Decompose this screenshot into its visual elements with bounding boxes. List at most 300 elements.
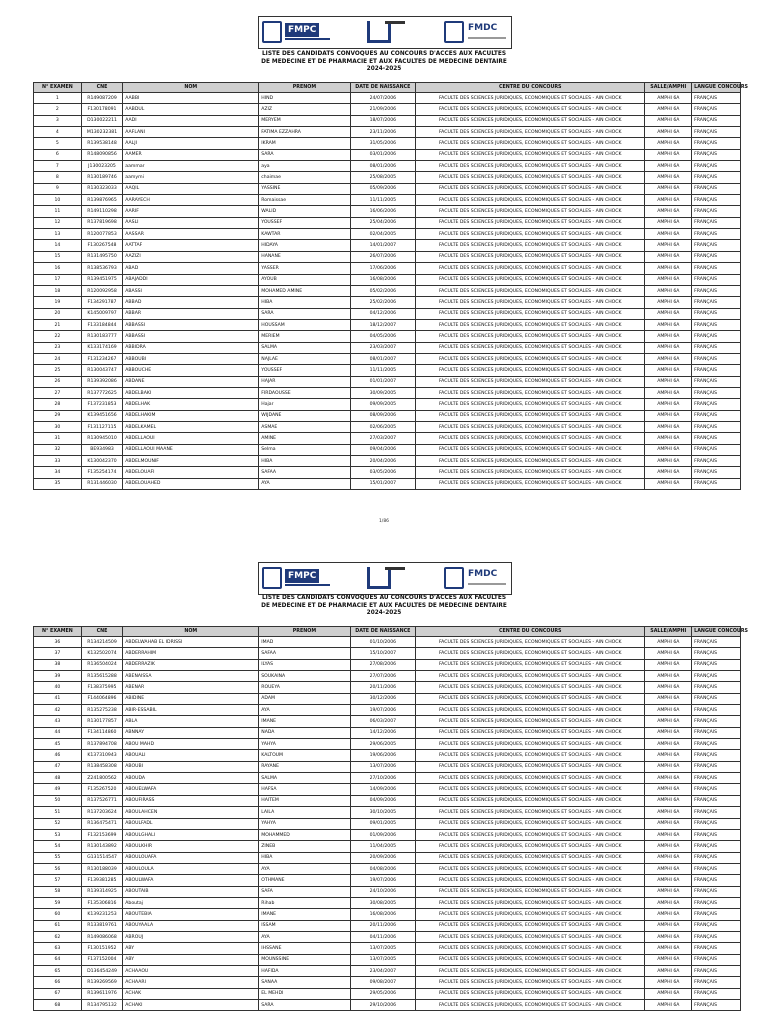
table-cell: 49: [34, 784, 82, 795]
table-cell: ABIR-ESSABIL: [123, 705, 259, 716]
table-cell: AMPHI 6A: [645, 886, 692, 897]
table-cell: aammar: [123, 161, 259, 172]
table-cell: FACULTE DES SCIENCES JURIDIQUES, ECONOMIQUES ET SOCIALES - AIN CHOCK: [416, 353, 645, 364]
table-cell: AMPHI 6A: [645, 727, 692, 738]
table-cell: FACULTE DES SCIENCES JURIDIQUES, ECONOMIQUES ET SOCIALES - AIN CHOCK: [416, 274, 645, 285]
table-cell: AMPHI 6A: [645, 784, 692, 795]
candidates-table: [33, 82, 748, 490]
table-cell: R139451975: [81, 274, 123, 285]
table-row: [34, 739, 741, 750]
table-cell: ABOULGHALI: [123, 829, 259, 840]
table-row: [34, 705, 741, 716]
table-row: [34, 421, 741, 432]
table-cell: HAITEM: [259, 795, 350, 806]
table-cell: 11: [34, 206, 82, 217]
table-cell: AAZIZI: [123, 251, 259, 262]
table-cell: FRANÇAIS: [692, 988, 741, 999]
table-cell: WIJDANE: [259, 410, 350, 421]
table-cell: AMPHI 6A: [645, 716, 692, 727]
table-cell: 23/03/2007: [350, 342, 415, 353]
table-cell: F135267520: [81, 784, 123, 795]
table-cell: 02/06/2005: [350, 421, 415, 432]
table-cell: 59: [34, 897, 82, 908]
table-cell: YASSINE: [259, 183, 350, 194]
table-cell: 30/12/2006: [350, 693, 415, 704]
table-cell: MERIEM: [259, 331, 350, 342]
table-cell: Z241800562: [81, 773, 123, 784]
column-header: DATE DE NAISSANCE: [350, 627, 415, 637]
table-cell: FRANÇAIS: [692, 897, 741, 908]
table-cell: FRANÇAIS: [692, 467, 741, 478]
table-cell: aamymi: [123, 172, 259, 183]
table-cell: AMPHI 6A: [645, 127, 692, 138]
table-row: [34, 161, 741, 172]
table-cell: R130189746: [81, 172, 123, 183]
table-cell: FACULTE DES SCIENCES JURIDIQUES, ECONOMIQUES ET SOCIALES - AIN CHOCK: [416, 671, 645, 682]
table-cell: 10: [34, 195, 82, 206]
table-cell: SARA: [259, 149, 350, 160]
table-cell: ABDELOUAFI: [123, 467, 259, 478]
table-row: [34, 761, 741, 772]
table-cell: AYOUB: [259, 274, 350, 285]
table-cell: FRANÇAIS: [692, 410, 741, 421]
table-cell: 28: [34, 399, 82, 410]
table-cell: ABDELHAK: [123, 399, 259, 410]
table-cell: HIBA: [259, 852, 350, 863]
table-cell: 42: [34, 705, 82, 716]
table-cell: FACULTE DES SCIENCES JURIDIQUES, ECONOMIQUES ET SOCIALES - AIN CHOCK: [416, 977, 645, 988]
table-cell: FACULTE DES SCIENCES JURIDIQUES, ECONOMIQUES ET SOCIALES - AIN CHOCK: [416, 251, 645, 262]
table-cell: MOHAMED AMINE: [259, 285, 350, 296]
table-cell: FACULTE DES SCIENCES JURIDIQUES, ECONOMIQUES ET SOCIALES - AIN CHOCK: [416, 761, 645, 772]
table-cell: FRANÇAIS: [692, 875, 741, 886]
table-cell: FACULTE DES SCIENCES JURIDIQUES, ECONOMIQUES ET SOCIALES - AIN CHOCK: [416, 172, 645, 183]
table-cell: 16: [34, 263, 82, 274]
table-cell: SAFAA: [259, 467, 350, 478]
table-cell: AMPHI 6A: [645, 410, 692, 421]
table-cell: 60: [34, 909, 82, 920]
table-cell: 33: [34, 456, 82, 467]
table-row: [34, 716, 741, 727]
table-cell: FRANÇAIS: [692, 727, 741, 738]
table-cell: FACULTE DES SCIENCES JURIDIQUES, ECONOMIQUES ET SOCIALES - AIN CHOCK: [416, 195, 645, 206]
table-cell: 61: [34, 920, 82, 931]
table-cell: FACULTE DES SCIENCES JURIDIQUES, ECONOMIQUES ET SOCIALES - AIN CHOCK: [416, 342, 645, 353]
table-cell: AMPHI 6A: [645, 863, 692, 874]
table-cell: FACULTE DES SCIENCES JURIDIQUES, ECONOMIQUES ET SOCIALES - AIN CHOCK: [416, 376, 645, 387]
table-cell: FACULTE DES SCIENCES JURIDIQUES, ECONOMIQUES ET SOCIALES - AIN CHOCK: [416, 456, 645, 467]
table-cell: R135615288: [81, 671, 123, 682]
table-cell: AATTAF: [123, 240, 259, 251]
table-cell: FACULTE DES SCIENCES JURIDIQUES, ECONOMIQUES ET SOCIALES - AIN CHOCK: [416, 319, 645, 330]
table-cell: ZINEB: [259, 841, 350, 852]
table-cell: ABOUELWAFA: [123, 784, 259, 795]
table-cell: IMAD: [259, 637, 350, 648]
table-cell: RAYANE: [259, 761, 350, 772]
table-cell: AZIZ: [259, 104, 350, 115]
table-cell: 38: [34, 659, 82, 670]
table-cell: AASLI: [123, 217, 259, 228]
table-cell: FRANÇAIS: [692, 387, 741, 398]
table-cell: 05/09/2006: [350, 183, 415, 194]
table-cell: 13: [34, 229, 82, 240]
table-cell: 19/07/2006: [350, 875, 415, 886]
table-cell: IMANE: [259, 716, 350, 727]
table-cell: FACULTE DES SCIENCES JURIDIQUES, ECONOMIQUES ET SOCIALES - AIN CHOCK: [416, 410, 645, 421]
table-cell: R130177857: [81, 716, 123, 727]
table-cell: FATIMA EZZAHRA: [259, 127, 350, 138]
table-cell: FACULTE DES SCIENCES JURIDIQUES, ECONOMIQUES ET SOCIALES - AIN CHOCK: [416, 104, 645, 115]
table-cell: AMPHI 6A: [645, 478, 692, 489]
table-cell: 30/08/2005: [350, 897, 415, 908]
table-cell: FRANÇAIS: [692, 331, 741, 342]
table-cell: 27/07/2006: [350, 671, 415, 682]
table-cell: 30/09/2005: [350, 387, 415, 398]
table-cell: F144064896: [81, 693, 123, 704]
table-row: [34, 693, 741, 704]
table-cell: ABASSI: [123, 285, 259, 296]
table-row: [34, 943, 741, 954]
table-cell: R131495750: [81, 251, 123, 262]
table-cell: FRANÇAIS: [692, 93, 741, 104]
table-row: [34, 659, 741, 670]
table-cell: F137152004: [81, 954, 123, 965]
table-cell: YOUSSEF: [259, 365, 350, 376]
table-cell: 27: [34, 387, 82, 398]
table-cell: FACULTE DES SCIENCES JURIDIQUES, ECONOMIQUES ET SOCIALES - AIN CHOCK: [416, 965, 645, 976]
table-cell: K137310943: [81, 750, 123, 761]
table-cell: FRANÇAIS: [692, 319, 741, 330]
table-cell: FRANÇAIS: [692, 829, 741, 840]
table-row: [34, 410, 741, 421]
table-cell: AMPHI 6A: [645, 988, 692, 999]
table-row: [34, 285, 741, 296]
table-cell: 18/07/2006: [350, 115, 415, 126]
table-cell: 25/08/2005: [350, 172, 415, 183]
table-cell: 63: [34, 943, 82, 954]
table-row: [34, 897, 741, 908]
document-title: LISTE DES CANDIDATS CONVOQUES AU CONCOURS D'ACCES AUX FACULTES DE MEDECINE ET DE PHARMACIE ET AUX FACULTES DE MEDECINE DENTAIRE 2024-2025: [261, 595, 507, 616]
table-cell: ABLA: [123, 716, 259, 727]
table-cell: KAWTAR: [259, 229, 350, 240]
table-cell: AMPHI 6A: [645, 977, 692, 988]
table-cell: AMPHI 6A: [645, 251, 692, 262]
table-cell: FACULTE DES SCIENCES JURIDIQUES, ECONOMIQUES ET SOCIALES - AIN CHOCK: [416, 399, 645, 410]
table-cell: aya: [259, 161, 350, 172]
column-header: SALLE/AMPHI: [645, 83, 692, 93]
table-cell: AMPHI 6A: [645, 671, 692, 682]
table-cell: FACULTE DES SCIENCES JURIDIQUES, ECONOMIQUES ET SOCIALES - AIN CHOCK: [416, 467, 645, 478]
table-cell: 20: [34, 308, 82, 319]
table-cell: 15/01/2007: [350, 478, 415, 489]
table-cell: SAFA: [259, 886, 350, 897]
table-cell: 11/04/2005: [350, 841, 415, 852]
table-cell: Selma: [259, 444, 350, 455]
table-row: [34, 251, 741, 262]
table-cell: 21: [34, 319, 82, 330]
table-cell: R120092958: [81, 285, 123, 296]
table-cell: FRANÇAIS: [692, 195, 741, 206]
table-cell: AASSAR: [123, 229, 259, 240]
table-row: [34, 297, 741, 308]
table-cell: 01/01/2007: [350, 376, 415, 387]
table-cell: FRANÇAIS: [692, 784, 741, 795]
table-cell: FRANÇAIS: [692, 456, 741, 467]
table-cell: FRANÇAIS: [692, 353, 741, 364]
table-cell: 34: [34, 467, 82, 478]
table-cell: FACULTE DES SCIENCES JURIDIQUES, ECONOMIQUES ET SOCIALES - AIN CHOCK: [416, 138, 645, 149]
table-cell: FRANÇAIS: [692, 1000, 741, 1011]
table-cell: AMPHI 6A: [645, 818, 692, 829]
table-cell: AMPHI 6A: [645, 920, 692, 931]
table-cell: FACULTE DES SCIENCES JURIDIQUES, ECONOMIQUES ET SOCIALES - AIN CHOCK: [416, 206, 645, 217]
table-cell: FACULTE DES SCIENCES JURIDIQUES, ECONOMIQUES ET SOCIALES - AIN CHOCK: [416, 433, 645, 444]
table-cell: F137231853: [81, 399, 123, 410]
table-cell: ACHAK: [123, 988, 259, 999]
table-row: [34, 773, 741, 784]
table-cell: 12: [34, 217, 82, 228]
table-row: [34, 682, 741, 693]
table-cell: AMPHI 6A: [645, 909, 692, 920]
table-cell: FACULTE DES SCIENCES JURIDIQUES, ECONOMIQUES ET SOCIALES - AIN CHOCK: [416, 682, 645, 693]
table-row: [34, 308, 741, 319]
table-cell: F130267548: [81, 240, 123, 251]
table-cell: ABOUYAALA: [123, 920, 259, 931]
table-cell: FRANÇAIS: [692, 115, 741, 126]
table-cell: 30: [34, 421, 82, 432]
table-cell: FACULTE DES SCIENCES JURIDIQUES, ECONOMIQUES ET SOCIALES - AIN CHOCK: [416, 297, 645, 308]
table-cell: 44: [34, 727, 82, 738]
table-cell: AYA: [259, 705, 350, 716]
table-cell: SARA: [259, 308, 350, 319]
column-header: N° EXAMEN: [34, 627, 82, 637]
table-cell: AMPHI 6A: [645, 750, 692, 761]
table-cell: FRANÇAIS: [692, 795, 741, 806]
table-cell: AMPHI 6A: [645, 841, 692, 852]
table-cell: OTHMANE: [259, 875, 350, 886]
table-cell: FACULTE DES SCIENCES JURIDIQUES, ECONOMIQUES ET SOCIALES - AIN CHOCK: [416, 217, 645, 228]
table-cell: 9: [34, 183, 82, 194]
table-cell: FACULTE DES SCIENCES JURIDIQUES, ECONOMIQUES ET SOCIALES - AIN CHOCK: [416, 149, 645, 160]
table-cell: FRANÇAIS: [692, 297, 741, 308]
table-cell: 01/09/2006: [350, 829, 415, 840]
table-cell: 37: [34, 648, 82, 659]
table-cell: FACULTE DES SCIENCES JURIDIQUES, ECONOMIQUES ET SOCIALES - AIN CHOCK: [416, 829, 645, 840]
table-cell: D130022211: [81, 115, 123, 126]
table-row: [34, 127, 741, 138]
table-row: [34, 331, 741, 342]
table-row: [34, 149, 741, 160]
table-cell: YAHYA: [259, 818, 350, 829]
table-row: [34, 829, 741, 840]
table-cell: FRANÇAIS: [692, 693, 741, 704]
table-cell: MERYEM: [259, 115, 350, 126]
table-cell: AMPHI 6A: [645, 852, 692, 863]
table-cell: AMPHI 6A: [645, 217, 692, 228]
table-cell: 08/01/2006: [350, 161, 415, 172]
table-row: [34, 988, 741, 999]
table-cell: R130945010: [81, 433, 123, 444]
table-cell: F130151952: [81, 943, 123, 954]
table-cell: 25/02/2006: [350, 297, 415, 308]
table-cell: AMPHI 6A: [645, 172, 692, 183]
table-cell: FRANÇAIS: [692, 217, 741, 228]
column-header: CNE: [81, 83, 123, 93]
table-cell: AMPHI 6A: [645, 115, 692, 126]
table-cell: 15: [34, 251, 82, 262]
table-cell: AMPHI 6A: [645, 342, 692, 353]
table-cell: AMPHI 6A: [645, 795, 692, 806]
table-cell: FRANÇAIS: [692, 659, 741, 670]
table-cell: 1: [34, 93, 82, 104]
table-cell: FRANÇAIS: [692, 444, 741, 455]
table-row: [34, 875, 741, 886]
table-cell: HIBA: [259, 456, 350, 467]
table-row: [34, 931, 741, 942]
table-cell: ABOU MAHD: [123, 739, 259, 750]
table-cell: YAHYA: [259, 739, 350, 750]
table-cell: R149110298: [81, 206, 123, 217]
table-cell: R130043747: [81, 365, 123, 376]
table-cell: FRANÇAIS: [692, 478, 741, 489]
table-cell: FACULTE DES SCIENCES JURIDIQUES, ECONOMIQUES ET SOCIALES - AIN CHOCK: [416, 240, 645, 251]
column-header: LANGUE CONCOURS: [692, 83, 741, 93]
table-cell: Rihab: [259, 897, 350, 908]
table-cell: FRANÇAIS: [692, 365, 741, 376]
table-cell: 23: [34, 342, 82, 353]
table-cell: ABIDINE: [123, 693, 259, 704]
table-cell: R130323033: [81, 183, 123, 194]
table-cell: IMANE: [259, 909, 350, 920]
table-cell: AALJI: [123, 138, 259, 149]
table-cell: AABBI: [123, 93, 259, 104]
table-cell: FRANÇAIS: [692, 240, 741, 251]
table-cell: Romaissae: [259, 195, 350, 206]
university-logo: [359, 19, 407, 45]
table-cell: 50: [34, 795, 82, 806]
table-row: [34, 852, 741, 863]
table-cell: ROUEYA: [259, 682, 350, 693]
table-row: [34, 750, 741, 761]
table-cell: AARAYECH: [123, 195, 259, 206]
table-cell: FACULTE DES SCIENCES JURIDIQUES, ECONOMIQUES ET SOCIALES - AIN CHOCK: [416, 954, 645, 965]
table-cell: 35: [34, 478, 82, 489]
table-cell: F134114860: [81, 727, 123, 738]
table-cell: FRANÇAIS: [692, 183, 741, 194]
table-cell: FACULTE DES SCIENCES JURIDIQUES, ECONOMIQUES ET SOCIALES - AIN CHOCK: [416, 331, 645, 342]
table-cell: ABBASSI: [123, 319, 259, 330]
table-cell: R137203624: [81, 807, 123, 818]
table-cell: AMPHI 6A: [645, 467, 692, 478]
table-cell: HOUSSAM: [259, 319, 350, 330]
column-header: NOM: [123, 627, 259, 637]
table-row: [34, 433, 741, 444]
table-header-row: [34, 627, 741, 637]
table-cell: ABDELOUAHED: [123, 478, 259, 489]
table-cell: ABBASSI: [123, 331, 259, 342]
table-cell: AMPHI 6A: [645, 682, 692, 693]
table-cell: 45: [34, 739, 82, 750]
table-cell: 16/06/2006: [350, 206, 415, 217]
table-cell: FRANÇAIS: [692, 863, 741, 874]
page-number: 1/86: [378, 519, 390, 524]
table-cell: ABDERRAHIM: [123, 648, 259, 659]
header-logos: [258, 562, 512, 595]
table-cell: 40: [34, 682, 82, 693]
table-cell: 29/10/2006: [350, 1000, 415, 1011]
table-cell: ABDELKAMEL: [123, 421, 259, 432]
table-cell: SOUKAINA: [259, 671, 350, 682]
table-cell: FACULTE DES SCIENCES JURIDIQUES, ECONOMIQUES ET SOCIALES - AIN CHOCK: [416, 161, 645, 172]
table-cell: 26/07/2006: [350, 251, 415, 262]
table-cell: YOUSSEF: [259, 217, 350, 228]
column-header: DATE DE NAISSANCE: [350, 83, 415, 93]
table-cell: FRANÇAIS: [692, 172, 741, 183]
table-cell: ADAM: [259, 693, 350, 704]
table-cell: FRANÇAIS: [692, 433, 741, 444]
table-cell: FACULTE DES SCIENCES JURIDIQUES, ECONOMIQUES ET SOCIALES - AIN CHOCK: [416, 183, 645, 194]
table-cell: FRANÇAIS: [692, 308, 741, 319]
table-cell: AAFLANI: [123, 127, 259, 138]
table-cell: R148090856: [81, 149, 123, 160]
table-cell: 04/11/2006: [350, 931, 415, 942]
table-cell: 41: [34, 693, 82, 704]
table-cell: AMPHI 6A: [645, 206, 692, 217]
table-cell: FACULTE DES SCIENCES JURIDIQUES, ECONOMIQUES ET SOCIALES - AIN CHOCK: [416, 795, 645, 806]
table-cell: FACULTE DES SCIENCES JURIDIQUES, ECONOMIQUES ET SOCIALES - AIN CHOCK: [416, 648, 645, 659]
table-cell: 02/04/2005: [350, 229, 415, 240]
table-cell: FACULTE DES SCIENCES JURIDIQUES, ECONOMIQUES ET SOCIALES - AIN CHOCK: [416, 705, 645, 716]
table-cell: LAILA: [259, 807, 350, 818]
table-cell: FACULTE DES SCIENCES JURIDIQUES, ECONOMIQUES ET SOCIALES - AIN CHOCK: [416, 852, 645, 863]
table-cell: R131446030: [81, 478, 123, 489]
column-header: CNE: [81, 627, 123, 637]
table-cell: FRANÇAIS: [692, 682, 741, 693]
table-cell: HIBA: [259, 297, 350, 308]
table-cell: ACHAKI: [123, 1000, 259, 1011]
table-row: [34, 784, 741, 795]
table-cell: J130023205: [81, 161, 123, 172]
table-header-row: [34, 83, 741, 93]
table-cell: 24: [34, 353, 82, 364]
table-cell: FRANÇAIS: [692, 954, 741, 965]
table-cell: AMPHI 6A: [645, 308, 692, 319]
candidates-table: [33, 626, 748, 1011]
table-cell: SALMA: [259, 342, 350, 353]
table-cell: ASMAE: [259, 421, 350, 432]
table-cell: 22: [34, 331, 82, 342]
table-row: [34, 342, 741, 353]
table-cell: AMPHI 6A: [645, 648, 692, 659]
table-cell: ABOUDA: [123, 773, 259, 784]
table-row: [34, 444, 741, 455]
table-cell: FACULTE DES SCIENCES JURIDIQUES, ECONOMIQUES ET SOCIALES - AIN CHOCK: [416, 387, 645, 398]
table-cell: 39: [34, 671, 82, 682]
fmdc-logo: FMDC: [444, 567, 508, 589]
table-cell: FACULTE DES SCIENCES JURIDIQUES, ECONOMIQUES ET SOCIALES - AIN CHOCK: [416, 897, 645, 908]
table-cell: R136475471: [81, 818, 123, 829]
table-cell: R135275238: [81, 705, 123, 716]
table-cell: R139876965: [81, 195, 123, 206]
table-cell: 53: [34, 829, 82, 840]
table-row: [34, 807, 741, 818]
table-cell: FRANÇAIS: [692, 841, 741, 852]
table-cell: AMPHI 6A: [645, 829, 692, 840]
table-cell: F133184844: [81, 319, 123, 330]
table-cell: R137819698: [81, 217, 123, 228]
table-cell: AADI: [123, 115, 259, 126]
table-cell: FACULTE DES SCIENCES JURIDIQUES, ECONOMIQUES ET SOCIALES - AIN CHOCK: [416, 263, 645, 274]
